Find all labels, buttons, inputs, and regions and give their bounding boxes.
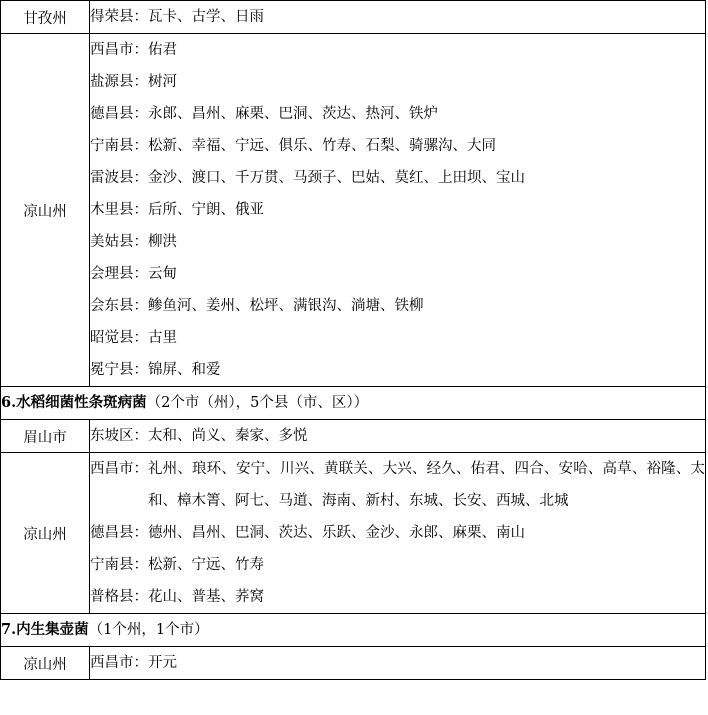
table-row: [1, 647, 706, 680]
county-line: [90, 322, 705, 354]
town-list: 柳洪: [148, 234, 177, 250]
table-row: [1, 420, 706, 453]
region-cell: 眉山市: [1, 420, 90, 453]
county-name: 德昌县：: [90, 525, 148, 541]
content-cell: [90, 1, 706, 34]
town-list: 后所、宁朗、俄亚: [148, 202, 264, 218]
county-name: 宁南县：: [90, 557, 148, 573]
county-line: [90, 130, 705, 162]
county-line: [90, 581, 705, 613]
county-line: [90, 1, 705, 33]
town-list: 佑君: [148, 42, 177, 58]
region-cell: 凉山州: [1, 34, 90, 387]
county-name: 会东县：: [90, 298, 148, 314]
town-list: 永郎、昌州、麻栗、巴洞、茨达、热河、铁炉: [148, 106, 438, 122]
county-line: [90, 290, 705, 322]
content-cell: [90, 647, 706, 680]
town-list: 太和、尚义、秦家、多悦: [148, 428, 308, 444]
section-title: 6.水稻细菌性条斑病菌: [1, 394, 147, 411]
county-line: [90, 34, 705, 66]
county-line: [90, 517, 705, 549]
county-line: [90, 66, 705, 98]
section-header: [1, 387, 706, 420]
town-list: 礼州、琅环、安宁、川兴、黄联关、大兴、经久、佑君、四合、安哈、高草、裕隆、太和、樟木箐、阿七、马道、海南、新村、东城、长安、西城、北城: [148, 461, 705, 509]
county-name: 西昌市：: [90, 42, 148, 58]
region-cell: 甘孜州: [1, 1, 90, 34]
county-name: 会理县：: [90, 266, 148, 282]
county-line: [90, 258, 705, 290]
table-row: [1, 34, 706, 387]
section-header: [1, 614, 706, 647]
county-line: [90, 98, 705, 130]
section-note: （1个州，1个市）: [88, 622, 209, 638]
content-cell: [90, 34, 706, 387]
section-header-row: [1, 614, 706, 647]
table-row: [1, 453, 706, 614]
town-list: 德州、昌州、巴洞、茨达、乐跃、金沙、永郎、麻栗、南山: [148, 525, 525, 541]
content-cell: [90, 420, 706, 453]
section-note: （2个市（州），5个县（市、区））: [146, 395, 369, 411]
county-line: [90, 194, 705, 226]
town-list: 古里: [148, 330, 177, 346]
content-cell: [90, 453, 706, 614]
town-list: 花山、普基、荞窝: [148, 589, 264, 605]
county-line: [90, 453, 705, 517]
county-line: [90, 647, 705, 679]
town-list: 松新、幸福、宁远、俱乐、竹寿、石梨、骑骡沟、大同: [148, 138, 496, 154]
county-line: [90, 226, 705, 258]
county-name: 宁南县：: [90, 138, 148, 154]
county-name: 得荣县：: [90, 9, 148, 25]
county-name: 昭觉县：: [90, 330, 148, 346]
town-list: 松新、宁远、竹寿: [148, 557, 264, 573]
town-list: 开元: [148, 655, 177, 671]
region-cell: 凉山州: [1, 453, 90, 614]
county-name: 木里县：: [90, 202, 148, 218]
county-name: 德昌县：: [90, 106, 148, 122]
town-list: 金沙、渡口、千万贯、马颈子、巴姑、莫红、上田坝、宝山: [148, 170, 525, 186]
town-list: 树河: [148, 74, 177, 90]
county-name: 盐源县：: [90, 74, 148, 90]
county-name: 美姑县：: [90, 234, 148, 250]
section-header-row: [1, 387, 706, 420]
county-name: 东坡区：: [90, 428, 148, 444]
county-name: 雷波县：: [90, 170, 148, 186]
county-name: 西昌市：: [90, 655, 148, 671]
county-line: [90, 549, 705, 581]
region-cell: 凉山州: [1, 647, 90, 680]
county-name: 冕宁县：: [90, 362, 148, 378]
county-line: [90, 354, 705, 386]
town-list: 云甸: [148, 266, 177, 282]
county-line: [90, 420, 705, 452]
section-title: 7.内生集壶菌: [1, 621, 89, 638]
county-line: [90, 162, 705, 194]
county-name: 普格县：: [90, 589, 148, 605]
town-list: 锦屏、和爱: [148, 362, 221, 378]
town-list: 瓦卡、古学、日雨: [148, 9, 264, 25]
county-name: 西昌市：: [90, 461, 148, 477]
town-list: 鲹鱼河、姜州、松坪、满银沟、淌塘、铁柳: [148, 298, 424, 314]
table-row: [1, 1, 706, 34]
